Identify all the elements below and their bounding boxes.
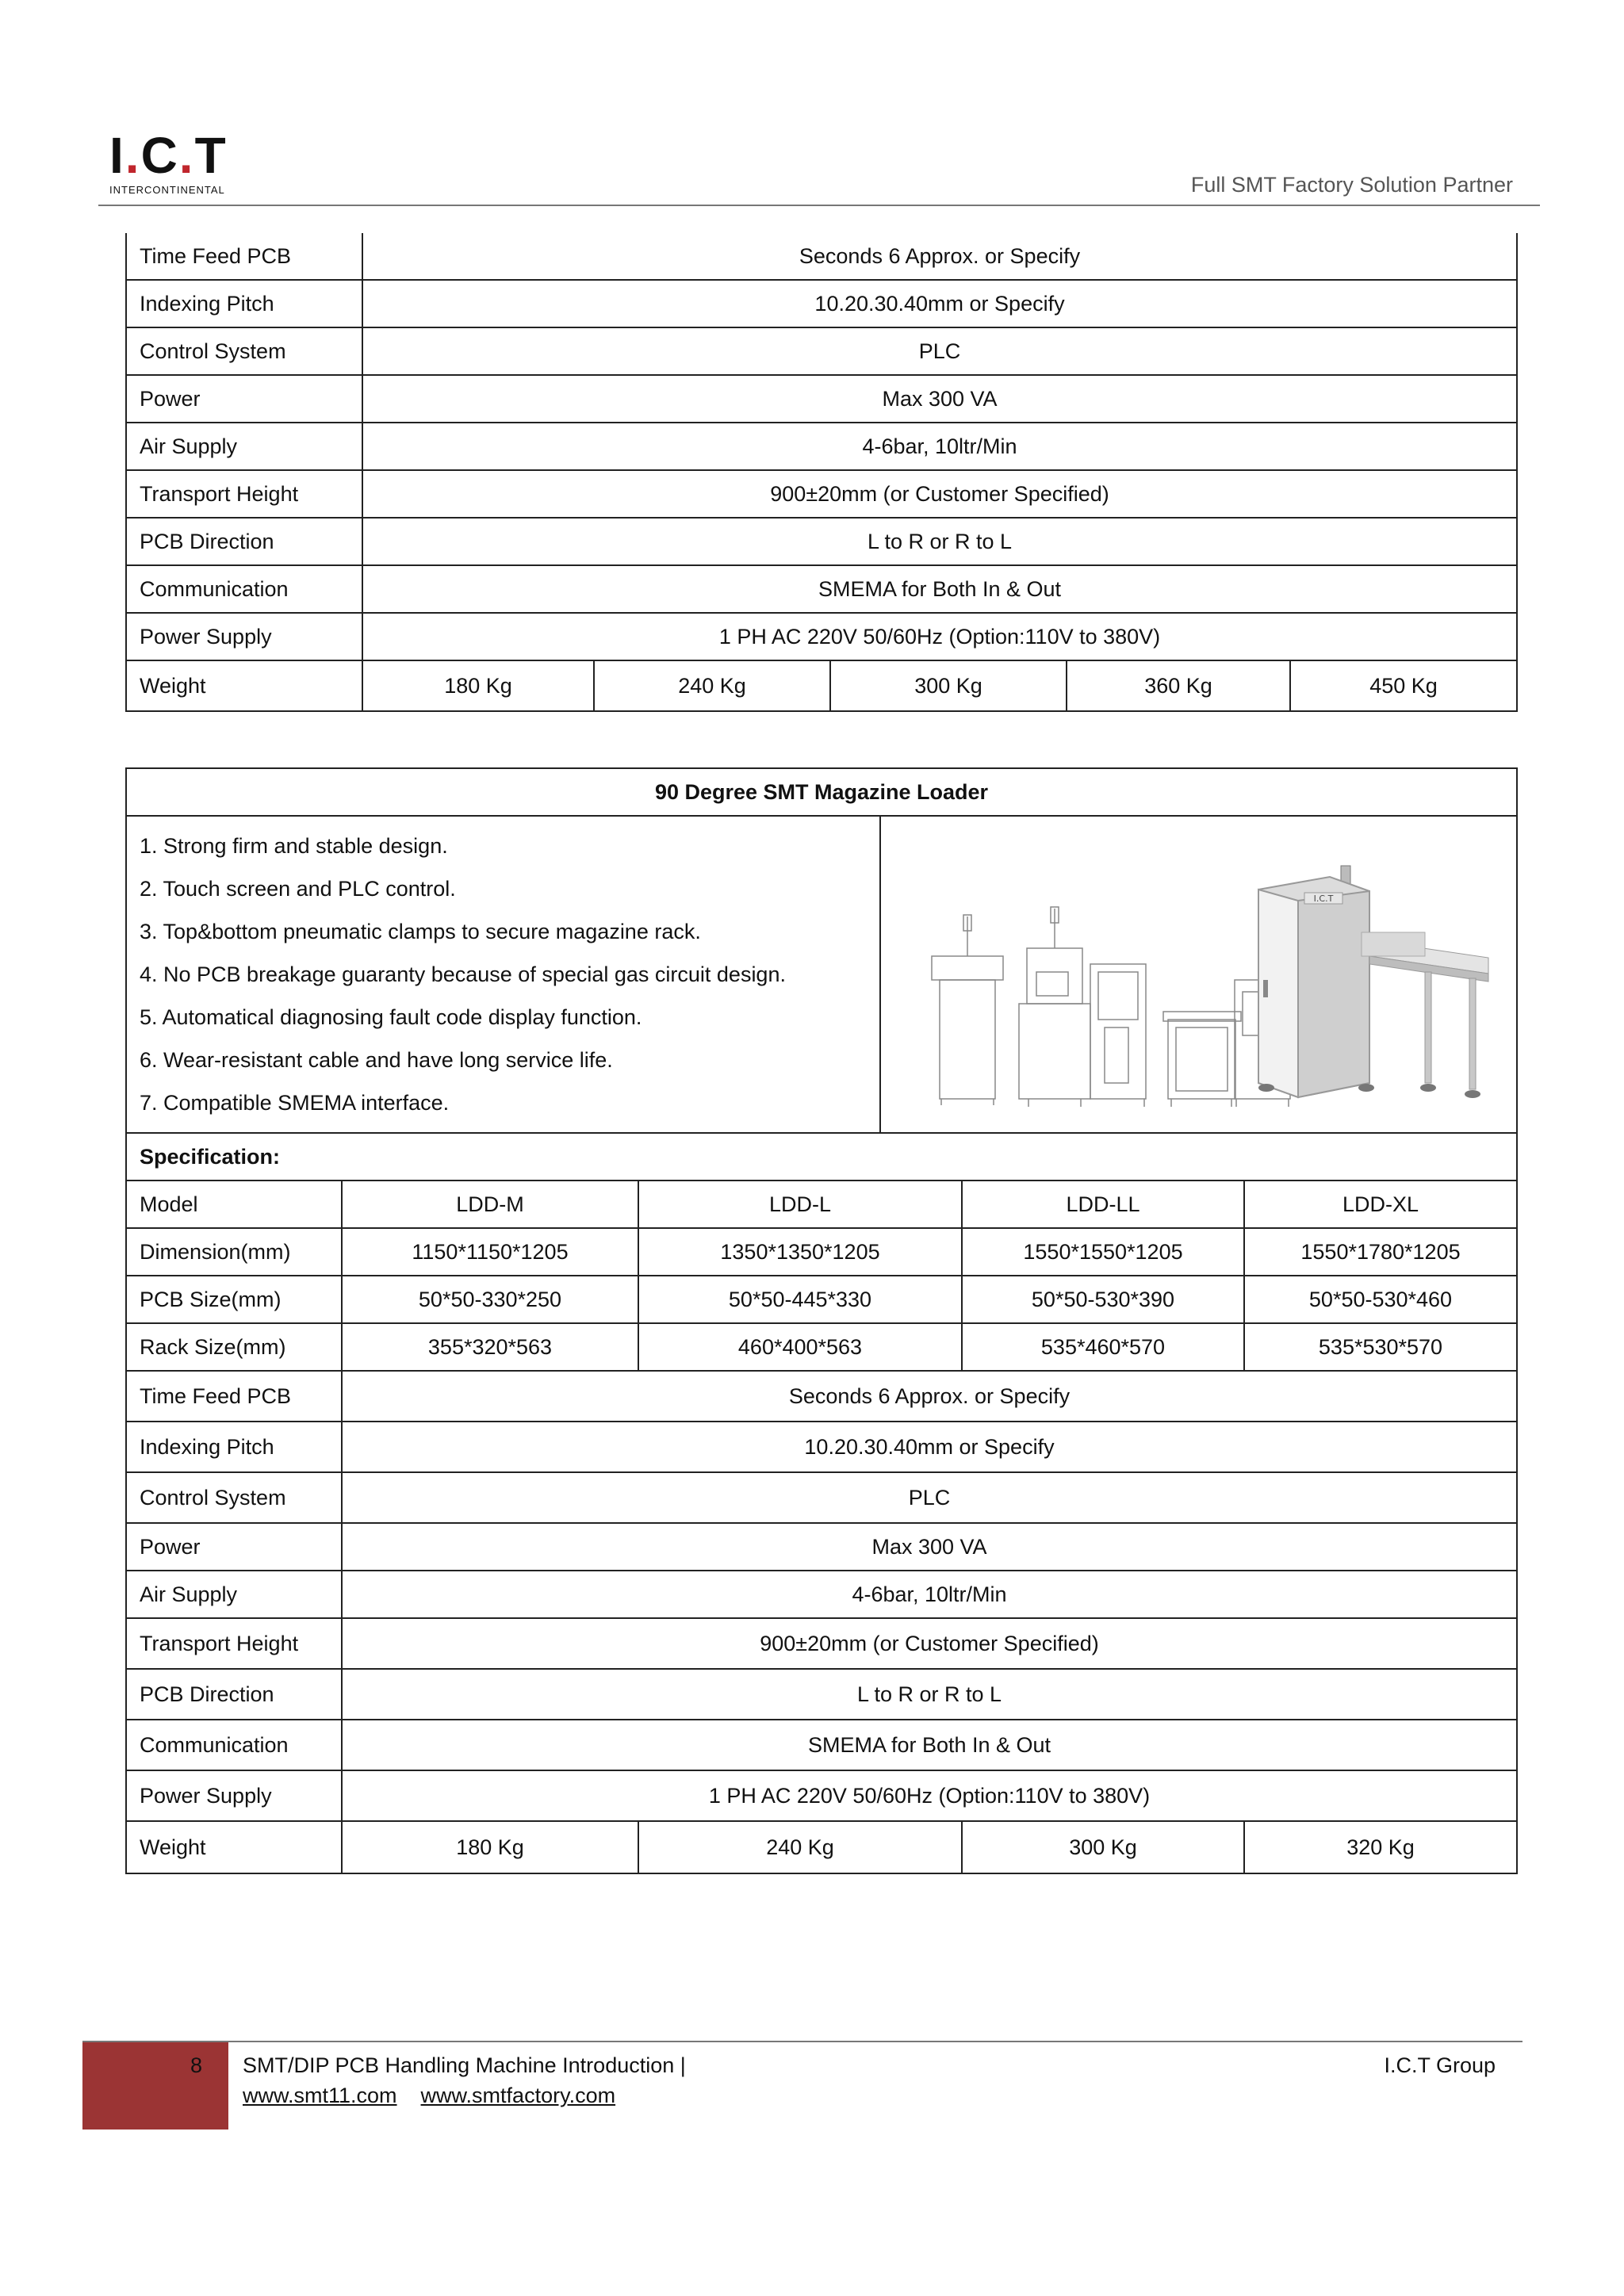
table-title-row bbox=[126, 768, 1517, 816]
row-label: Rack Size(mm) bbox=[126, 1323, 342, 1371]
table-row bbox=[126, 233, 1517, 280]
table-row bbox=[126, 1323, 1517, 1371]
row-label: Weight bbox=[126, 660, 362, 711]
row-label: Communication bbox=[126, 1720, 342, 1770]
footer-links bbox=[243, 2084, 639, 2108]
row-label: Air Supply bbox=[126, 1571, 342, 1618]
page-number: 8 bbox=[190, 2053, 203, 2077]
model-cell: LDD-L bbox=[638, 1181, 962, 1228]
spec-cell: 50*50-445*330 bbox=[638, 1276, 962, 1323]
table-row bbox=[126, 280, 1517, 327]
product-image-cell bbox=[880, 816, 1517, 1133]
list-item: 3. Top&bottom pneumatic clamps to secure magazine rack. bbox=[140, 920, 701, 943]
row-label: Communication bbox=[126, 565, 362, 613]
weight-cell: 180 Kg bbox=[362, 660, 594, 711]
features-row bbox=[126, 816, 1517, 1133]
row-value: L to R or R to L bbox=[342, 1669, 1517, 1720]
spec-cell: 1550*1550*1205 bbox=[962, 1228, 1244, 1276]
row-label: Control System bbox=[126, 327, 362, 375]
row-value: 10.20.30.40mm or Specify bbox=[342, 1422, 1517, 1472]
model-cell: LDD-M bbox=[342, 1181, 638, 1228]
row-label: Indexing Pitch bbox=[126, 280, 362, 327]
table-row bbox=[126, 1720, 1517, 1770]
row-label: Weight bbox=[126, 1821, 342, 1873]
row-value: 4-6bar, 10ltr/Min bbox=[342, 1571, 1517, 1618]
list-item: 1. Strong firm and stable design. bbox=[140, 834, 448, 858]
row-value: L to R or R to L bbox=[362, 518, 1517, 565]
machine-render bbox=[1258, 866, 1488, 1098]
table-title: 90 Degree SMT Magazine Loader bbox=[126, 768, 1517, 816]
row-value: PLC bbox=[342, 1472, 1517, 1523]
table-row bbox=[126, 423, 1517, 470]
table-row-weight bbox=[126, 660, 1517, 711]
spec-cell: 460*400*563 bbox=[638, 1323, 962, 1371]
header-tagline: Full SMT Factory Solution Partner bbox=[1190, 173, 1513, 197]
logo-wordmark: I.C.T bbox=[109, 127, 228, 184]
table-row bbox=[126, 1618, 1517, 1669]
row-value: SMEMA for Both In & Out bbox=[362, 565, 1517, 613]
row-value: PLC bbox=[362, 327, 1517, 375]
row-value: 900±20mm (or Customer Specified) bbox=[342, 1618, 1517, 1669]
machine-brand-label: I.C.T bbox=[1313, 893, 1333, 904]
row-label: Power bbox=[126, 375, 362, 423]
row-value: 4-6bar, 10ltr/Min bbox=[362, 423, 1517, 470]
row-label: Time Feed PCB bbox=[126, 1371, 342, 1422]
spec-cell: 1150*1150*1205 bbox=[342, 1228, 638, 1276]
feature-list bbox=[126, 816, 880, 1133]
table-row bbox=[126, 1770, 1517, 1821]
table-row bbox=[126, 1422, 1517, 1472]
row-value: 1 PH AC 220V 50/60Hz (Option:110V to 380V) bbox=[342, 1770, 1517, 1821]
row-label: Dimension(mm) bbox=[126, 1228, 342, 1276]
list-item: 5. Automatical diagnosing fault code display function. bbox=[140, 1005, 642, 1029]
row-value: 1 PH AC 220V 50/60Hz (Option:110V to 380V) bbox=[362, 613, 1517, 660]
weight-cell: 320 Kg bbox=[1244, 1821, 1517, 1873]
table-row bbox=[126, 375, 1517, 423]
row-value: Max 300 VA bbox=[362, 375, 1517, 423]
spec-cell: 535*460*570 bbox=[962, 1323, 1244, 1371]
row-value: Seconds 6 Approx. or Specify bbox=[342, 1371, 1517, 1422]
table-row bbox=[126, 1571, 1517, 1618]
row-label: Time Feed PCB bbox=[126, 233, 362, 280]
table-row bbox=[126, 1371, 1517, 1422]
footer-accent-block bbox=[82, 2042, 228, 2130]
row-label: Power bbox=[126, 1523, 342, 1571]
footer-divider bbox=[82, 2041, 1522, 2042]
row-label: PCB Size(mm) bbox=[126, 1276, 342, 1323]
table-row bbox=[126, 470, 1517, 518]
row-label: Transport Height bbox=[126, 470, 362, 518]
footer-link-smtfactory[interactable]: www.smtfactory.com bbox=[420, 2084, 616, 2107]
row-label: PCB Direction bbox=[126, 518, 362, 565]
weight-cell: 180 Kg bbox=[342, 1821, 638, 1873]
table-row bbox=[126, 1669, 1517, 1720]
row-value: 900±20mm (or Customer Specified) bbox=[362, 470, 1517, 518]
table-row bbox=[126, 565, 1517, 613]
spec-table-continued bbox=[125, 233, 1518, 712]
row-label: Model bbox=[126, 1181, 342, 1228]
table-row bbox=[126, 1276, 1517, 1323]
row-label: Air Supply bbox=[126, 423, 362, 470]
spec-cell: 1550*1780*1205 bbox=[1244, 1228, 1517, 1276]
row-label: Indexing Pitch bbox=[126, 1422, 342, 1472]
weight-cell: 360 Kg bbox=[1067, 660, 1290, 711]
table-row-weight bbox=[126, 1821, 1517, 1873]
row-value: 10.20.30.40mm or Specify bbox=[362, 280, 1517, 327]
list-item: 6. Wear-resistant cable and have long service life. bbox=[140, 1048, 613, 1072]
row-value: SMEMA for Both In & Out bbox=[342, 1720, 1517, 1770]
logo-subtitle: INTERCONTINENTAL bbox=[109, 184, 225, 196]
header-divider bbox=[98, 205, 1540, 206]
footer-link-smt11[interactable]: www.smt11.com bbox=[243, 2084, 397, 2107]
row-label: PCB Direction bbox=[126, 1669, 342, 1720]
table-row bbox=[126, 518, 1517, 565]
footer-company: I.C.T Group bbox=[1384, 2053, 1496, 2077]
spec-heading: Specification: bbox=[126, 1133, 1517, 1181]
footer-title: SMT/DIP PCB Handling Machine Introduction | bbox=[243, 2053, 686, 2077]
row-value: Seconds 6 Approx. or Specify bbox=[362, 233, 1517, 280]
magazine-loader-table bbox=[125, 767, 1518, 1874]
weight-cell: 300 Kg bbox=[830, 660, 1067, 711]
spec-cell: 535*530*570 bbox=[1244, 1323, 1517, 1371]
list-item: 7. Compatible SMEMA interface. bbox=[140, 1091, 450, 1115]
row-label: Control System bbox=[126, 1472, 342, 1523]
row-label: Power Supply bbox=[126, 1770, 342, 1821]
spec-cell: 355*320*563 bbox=[342, 1323, 638, 1371]
model-cell: LDD-LL bbox=[962, 1181, 1244, 1228]
table-row bbox=[126, 327, 1517, 375]
row-value: Max 300 VA bbox=[342, 1523, 1517, 1571]
spec-cell: 50*50-330*250 bbox=[342, 1276, 638, 1323]
company-logo bbox=[109, 127, 252, 196]
weight-cell: 300 Kg bbox=[962, 1821, 1244, 1873]
weight-cell: 240 Kg bbox=[594, 660, 830, 711]
spec-cell: 1350*1350*1205 bbox=[638, 1228, 962, 1276]
table-row bbox=[126, 1472, 1517, 1523]
list-item: 2. Touch screen and PLC control. bbox=[140, 877, 456, 901]
model-cell: LDD-XL bbox=[1244, 1181, 1517, 1228]
table-row bbox=[126, 1228, 1517, 1276]
spec-cell: 50*50-530*390 bbox=[962, 1276, 1244, 1323]
row-label: Power Supply bbox=[126, 613, 362, 660]
row-label: Transport Height bbox=[126, 1618, 342, 1669]
table-row bbox=[126, 1523, 1517, 1571]
weight-cell: 240 Kg bbox=[638, 1821, 962, 1873]
list-item: 4. No PCB breakage guaranty because of special gas circuit design. bbox=[140, 962, 786, 986]
spec-cell: 50*50-530*460 bbox=[1244, 1276, 1517, 1323]
weight-cell: 450 Kg bbox=[1290, 660, 1517, 711]
magazine-loader-illustration bbox=[886, 821, 1512, 1123]
spec-heading-row bbox=[126, 1133, 1517, 1181]
table-row bbox=[126, 613, 1517, 660]
table-row bbox=[126, 1181, 1517, 1228]
